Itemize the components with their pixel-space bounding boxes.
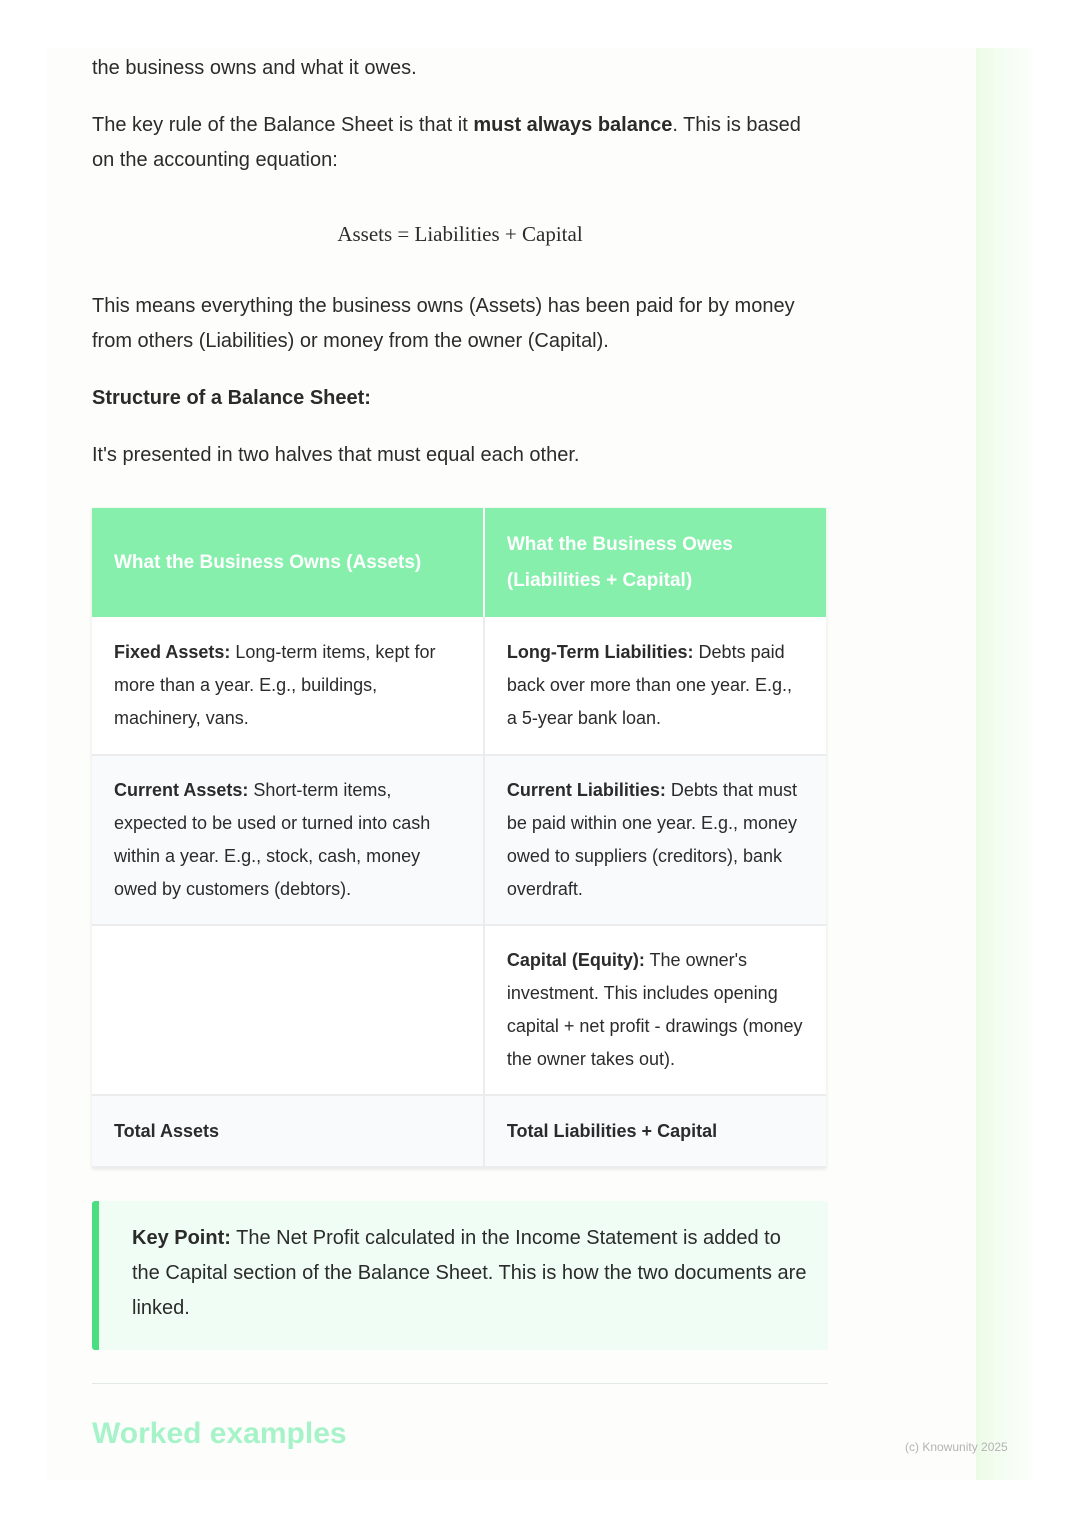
section-divider (92, 1383, 828, 1384)
cell-description: The owner's investment. This includes opening capital + net profit - drawings (money the owner takes out). (506, 950, 803, 1069)
accounting-equation: Assets = Liabilities + Capital (337, 222, 583, 246)
table-row (92, 755, 826, 925)
cell-description: Long-term items, kept for more than a year. E.g., buildings, machinery, vans. (114, 642, 436, 728)
cell-long-term-liabilities (484, 617, 826, 755)
total-assets-label: Total Assets (114, 1120, 220, 1141)
key-rule-emphasis: must always balance (473, 114, 673, 136)
cell-description: Debts that must be paid within one year. E.g., money owed to suppliers (creditors), bank overdraft. (506, 780, 798, 899)
key-point-label: Key Point: (132, 1227, 231, 1249)
cell-term: Long-Term Liabilities: (506, 642, 694, 662)
structure-heading: Structure of a Balance Sheet: (92, 387, 371, 409)
key-point-text (132, 1221, 812, 1326)
cell-empty (92, 925, 484, 1095)
key-rule-text-before: The key rule of the Balance Sheet is that it (92, 114, 474, 136)
table-row (92, 925, 826, 1095)
cell-term: Current Liabilities: (506, 780, 666, 800)
total-liabilities-capital (484, 1095, 826, 1167)
cell-term: Capital (Equity): (506, 950, 645, 970)
key-point-callout (92, 1201, 828, 1350)
worked-examples-heading: Worked examples (92, 1417, 347, 1450)
side-strip (976, 48, 1032, 1480)
cell-term: Fixed Assets: (114, 642, 231, 662)
cell-current-assets (92, 755, 484, 925)
balance-sheet-table (92, 508, 826, 1168)
cell-capital-equity (484, 925, 826, 1095)
cell-description: Debts paid back over more than one year. E.g., a 5-year bank loan. (506, 642, 793, 728)
cell-description: Short-term items, expected to be used or turned into cash within a year. E.g., stock, cash, money owed by customers (debtors). (114, 780, 431, 899)
total-liabilities-capital-label: Total Liabilities + Capital (506, 1120, 718, 1141)
key-rule-text-after: . This is based on the accounting equation: (92, 114, 801, 171)
copyright-notice: (c) Knowunity 2025 (905, 1440, 1008, 1454)
header-assets: What the Business Owns (Assets) (92, 508, 484, 617)
table-header-row (92, 508, 826, 617)
key-point-body: The Net Profit calculated in the Income Statement is added to the Capital section of the Balance Sheet. This is how the two documents are linked. (132, 1227, 807, 1319)
header-liabilities-capital: What the Business Owes (Liabilities + Capital) (484, 508, 826, 617)
table-totals-row (92, 1095, 826, 1167)
total-assets (92, 1095, 484, 1167)
cell-term: Current Assets: (114, 780, 249, 800)
table-row (92, 617, 826, 755)
meaning-paragraph: This means everything the business owns (Assets) has been paid for by money from others (Liabilities) or money from the owner (Capital). (92, 295, 795, 352)
intro-fragment: the business owns and what it owes. (92, 57, 417, 79)
key-rule-paragraph (92, 108, 828, 178)
cell-current-liabilities (484, 755, 826, 925)
cell-fixed-assets (92, 617, 484, 755)
structure-intro: It's presented in two halves that must equal each other. (92, 444, 580, 466)
